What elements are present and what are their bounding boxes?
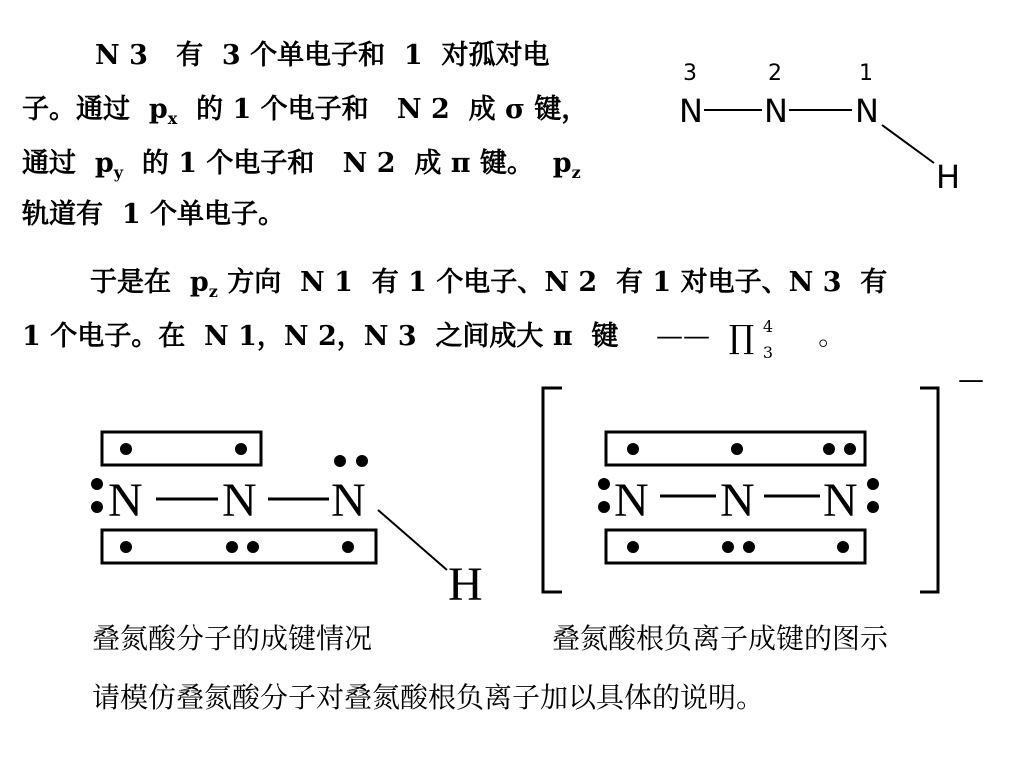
electron-dot xyxy=(334,455,346,467)
left-bracket xyxy=(543,388,562,592)
atom-h: H xyxy=(936,158,961,196)
electron-dot xyxy=(627,541,639,553)
atom-number-3: 3 xyxy=(683,61,697,86)
atom-n2: N xyxy=(764,92,788,130)
instruction-text: 请模仿叠氮酸分子对叠氮酸根负离子加以具体的说明。 xyxy=(92,681,765,714)
electron-dot xyxy=(627,443,639,455)
electron-dot xyxy=(844,443,856,455)
electron-dot xyxy=(235,443,247,455)
electron-dot xyxy=(837,541,849,553)
pi-bond-box-bottom xyxy=(102,530,376,563)
electron-dot xyxy=(91,501,103,513)
electron-dot xyxy=(342,541,354,553)
dash: —— xyxy=(656,321,711,352)
right-bracket xyxy=(920,388,938,592)
para2-line1: 于是在 $p_z$ 方向 N 1 有 1 个电子、N 2 有 1 对电子、N 3 有 xyxy=(90,267,888,301)
electron-dot xyxy=(722,541,734,553)
caption-left: 叠氮酸分子的成键情况 xyxy=(92,622,373,655)
electron-dot xyxy=(120,443,132,455)
negative-charge: — xyxy=(958,365,984,395)
electron-dot xyxy=(91,478,103,490)
electron-dot xyxy=(247,541,259,553)
electron-dot xyxy=(598,501,610,513)
n3-anion-bonding-diagram xyxy=(543,365,984,592)
electron-dot xyxy=(731,443,743,455)
para1-line3: 通过 $p_y$ 的 1 个电子和 N 2 成 π 键。 $p_z$ xyxy=(22,148,581,182)
para1-line2: 子。通过 $p_x$ 的 1 个电子和 N 2 成 σ 键， xyxy=(22,94,589,128)
caption-right: 叠氮酸根负离子成键的图示 xyxy=(552,622,889,655)
atom-n: N xyxy=(720,474,755,527)
electron-dot xyxy=(356,455,368,467)
atom-n: N xyxy=(614,474,649,527)
pi-bond-box-bottom xyxy=(606,530,865,563)
hn3-structural-formula xyxy=(679,61,960,196)
electron-dot xyxy=(867,501,879,513)
atom-n: N xyxy=(108,474,143,527)
atom-number-1: 1 xyxy=(859,61,873,86)
bond-n-h xyxy=(378,510,447,570)
hn3-bonding-diagram xyxy=(91,432,483,611)
para1-line1: N 3 有 3 个单电子和 1 对孤对电 xyxy=(95,40,550,71)
para2-line2: 1 个电子。在 N 1，N 2，N 3 之间成大 π 键 —— ∏ 4 3 。 xyxy=(22,317,846,362)
atom-number-2: 2 xyxy=(768,61,782,86)
bond-n1-h xyxy=(882,125,934,163)
atom-n: N xyxy=(823,474,858,527)
atom-h: H xyxy=(448,558,483,611)
electron-dot xyxy=(823,443,835,455)
atom-n: N xyxy=(331,474,366,527)
para1-line4: 轨道有 1 个单电子。 xyxy=(22,199,286,230)
big-pi-bond-symbol: ∏ 4 3 xyxy=(728,317,774,362)
electron-dot xyxy=(226,541,238,553)
electron-dot xyxy=(867,478,879,490)
atom-n1: N xyxy=(855,92,879,130)
atom-n: N xyxy=(222,474,257,527)
electron-dot xyxy=(120,541,132,553)
electron-dot xyxy=(743,541,755,553)
electron-dot xyxy=(598,478,610,490)
atom-n3: N xyxy=(679,92,703,130)
